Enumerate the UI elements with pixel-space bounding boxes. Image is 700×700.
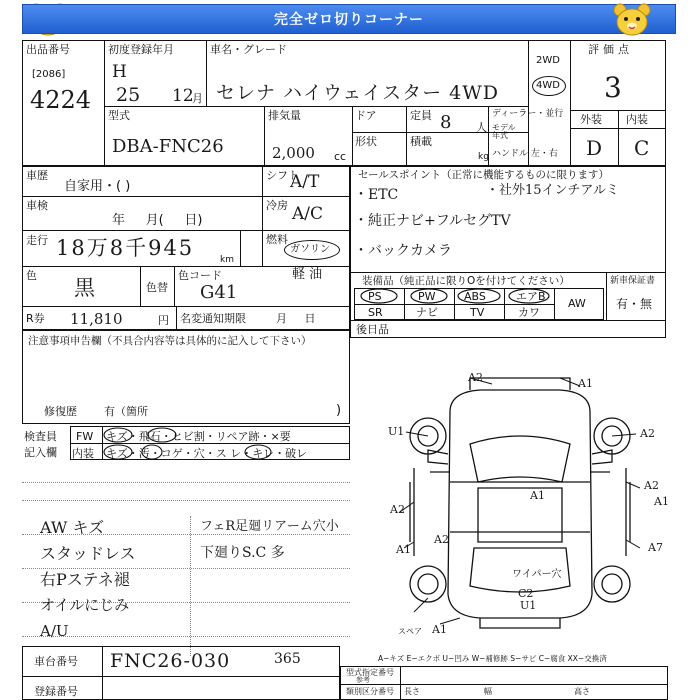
recycle-value: 11,810 [70, 310, 123, 328]
km-unit: km [220, 255, 234, 265]
equipment-title: 装備品（純正品に限りOを付けてください） [362, 275, 570, 287]
damage-mark: A2 [390, 503, 405, 516]
divider [22, 196, 350, 197]
divider [406, 106, 407, 166]
history-value: 自家用・( ) [64, 179, 131, 194]
note-right: 下廻りS.C 多 [200, 545, 285, 561]
banner-title: 完全ゼロ切りコーナー [22, 4, 676, 34]
length-label: 長さ [404, 687, 420, 696]
divider [22, 676, 340, 677]
shape-label: 形状 [355, 135, 377, 148]
name-change-value: 月 日 [276, 312, 316, 325]
damage-mark: A1 [578, 377, 593, 390]
guide-line [22, 568, 350, 569]
note-left: スタッドレス [40, 544, 136, 563]
door-label: ドア [355, 109, 377, 122]
equip-tv: TV [470, 306, 485, 319]
drive-2wd: 2WD [536, 55, 560, 66]
divider [264, 106, 265, 166]
guide-line [22, 500, 350, 501]
note-left: A/U [40, 622, 69, 640]
color-change-label: 色替 [146, 281, 168, 294]
lot-label: 出品番号 [26, 43, 70, 56]
damage-mark: A2 [644, 479, 659, 492]
reg-year: 25 [116, 84, 141, 106]
exterior-label: 外装 [580, 113, 602, 126]
damage-mark: A2 [434, 533, 449, 546]
divider [606, 272, 607, 320]
divider [102, 646, 103, 700]
width-label: 幅 [484, 687, 492, 696]
divider [240, 230, 241, 266]
selling-title: セールスポイント（正常に機能するものに限ります） [358, 169, 610, 181]
divider [22, 306, 350, 307]
guide-line [22, 636, 350, 637]
fuel-label: 燃料 [266, 233, 288, 246]
divider [104, 40, 105, 166]
model-value: DBA-FNC26 [112, 136, 224, 157]
shift-label: シフト [266, 169, 299, 182]
spec-sub-label: 参考 [356, 676, 370, 684]
divider [400, 666, 401, 700]
car-name: セレナ ハイウェイスター 4WD [216, 82, 499, 104]
damage-mark: A2 [468, 371, 483, 384]
color-code-label: 色コード [178, 269, 222, 282]
color-label: 色 [26, 269, 37, 282]
history-label: 車歴 [26, 169, 48, 182]
selling-point: ・純正ナビ+フルセグTV [354, 213, 511, 229]
lot-number: 4224 [30, 86, 92, 114]
selling-point: ・ETC [354, 187, 399, 203]
equip-abs: ABS [464, 290, 486, 303]
selling-point: ・社外15インチアルミ [486, 183, 620, 198]
damage-mark: C2 [518, 587, 534, 600]
first-reg-label: 初度登録年月 [108, 43, 174, 56]
guide-line [190, 516, 191, 656]
damage-mark: スペア [398, 627, 422, 636]
guide-line [22, 482, 350, 483]
fw-label: FW [76, 430, 94, 443]
mileage-value: 18万8千945 [56, 236, 195, 260]
cooling-value: A/C [292, 204, 324, 224]
color-value: 黒 [74, 276, 95, 300]
fw-items: キズ・飛石・ヒビ割・リペア跡・×要 [106, 430, 291, 443]
grade-value: 3 [604, 71, 622, 104]
repair-value: 有（箇所 [104, 405, 148, 418]
retrofit-label: 後日品 [356, 323, 389, 336]
model-label: 型式 [108, 109, 130, 122]
divider [528, 40, 529, 166]
notes-title: 注意事項申告欄（不具合内容等は具体的に記入して下さい） [28, 335, 312, 347]
fuel-other: 軽 油 [292, 267, 323, 282]
damage-mark: A1 [396, 543, 411, 556]
in-items: キズ・汚・コゲ・穴・ス レ・キレ・破レ [106, 447, 308, 460]
divider [262, 166, 263, 266]
repair-label: 修復歴 [44, 405, 77, 418]
name-change-label: 名変通知期限 [180, 312, 246, 325]
class-number-label: 類別区分番号 [346, 687, 394, 696]
capacity-label: 定員 [410, 109, 432, 122]
era: H [112, 62, 127, 82]
equip-aw: AW [568, 297, 586, 310]
divider [176, 306, 177, 330]
equip-ps: PS [368, 290, 382, 303]
damage-mark: A2 [640, 427, 655, 440]
yen-unit: 円 [158, 314, 169, 327]
equipment-circles [354, 288, 604, 320]
damage-mark: A1 [530, 489, 545, 502]
month-unit: 月 [192, 92, 203, 105]
equip-sr: SR [368, 306, 383, 319]
height-label: 高さ [574, 687, 590, 696]
interior-label: 内装 [626, 113, 648, 126]
load-label: 積載 [410, 135, 432, 148]
warranty-value: 有・無 [616, 297, 653, 311]
divider [350, 272, 666, 273]
divider [352, 106, 353, 166]
warranty-label: 新車保証書 [610, 276, 656, 286]
note-left: AW キズ [40, 518, 105, 537]
car-name-label: 車名・グレード [210, 43, 287, 56]
inspection-label: 車検 [26, 199, 48, 212]
divider [206, 40, 207, 106]
damage-legend: A−キズ E−エクボ U−凹み W−補修跡 S−サビ C−腐食 XX−交換済 [378, 654, 607, 663]
drive-4wd: 4WD [536, 80, 560, 91]
damage-mark: ワイパー穴 [512, 569, 562, 580]
divider [22, 230, 350, 231]
damage-mark: U1 [520, 599, 537, 612]
divider [174, 266, 175, 306]
chassis-tail: 365 [274, 651, 301, 667]
spec-number-label: 型式指定番号 [346, 668, 394, 677]
mileage-label: 走行 [26, 234, 48, 247]
grade-label: 評価点 [588, 43, 633, 56]
defect-circles [70, 426, 350, 460]
chassis-value: FNC26-030 [110, 650, 231, 672]
note-left: オイルにじみ [40, 596, 130, 614]
damage-mark: A1 [654, 495, 669, 508]
mascot-bear-right-icon [612, 2, 652, 38]
chassis-label: 車台番号 [34, 655, 78, 668]
cc-unit: cc [334, 150, 347, 163]
note-right: フェR足廻リアーム穴小 [200, 519, 339, 534]
displacement-label: 排気量 [268, 109, 301, 122]
divider [350, 320, 666, 321]
reg-label: 登録番号 [34, 685, 78, 698]
in-label: 内装 [72, 447, 94, 460]
inspector-label: 検査員 [24, 430, 57, 443]
interior-grade: C [634, 136, 650, 160]
dealer-label: ディーラー・並行 [492, 109, 564, 119]
recycle-label: R券 [26, 312, 45, 325]
note-left: 右Pステネ褪 [40, 570, 130, 589]
fuel-circled: ガソリン [290, 244, 330, 255]
model-year-label: モデル 年式 [492, 123, 516, 140]
divider [618, 110, 619, 166]
damage-mark: A1 [432, 623, 447, 636]
exterior-grade: D [586, 136, 603, 160]
equipment-grid [354, 288, 604, 320]
divider [340, 684, 668, 685]
selling-point: ・バックカメラ [354, 243, 452, 259]
equip-airbag: エアB [516, 290, 546, 303]
cooling-label: 冷房 [266, 199, 288, 212]
repair-paren-close: ) [336, 403, 342, 418]
person-unit: 人 [476, 121, 487, 134]
recorder-label: 記入欄 [24, 446, 57, 459]
reg-month: 12 [172, 86, 194, 106]
color-code-value: G41 [200, 282, 238, 303]
equip-pw: PW [418, 290, 436, 303]
lot-small: [2086] [32, 69, 66, 80]
damage-mark: A7 [648, 541, 663, 554]
capacity-value: 8 [440, 112, 452, 133]
inspection-value: 年 月( 日) [112, 213, 203, 228]
equip-leather: カワ [518, 306, 540, 319]
handle-label: ハンドル 左・右 [492, 149, 558, 159]
equip-navi: ナビ [416, 306, 438, 319]
damage-mark: U1 [388, 425, 405, 438]
divider [570, 40, 571, 166]
kg-unit: kg [478, 152, 489, 162]
divider [140, 266, 141, 306]
shift-value: A/T [290, 172, 320, 192]
divider [104, 106, 528, 107]
displacement-value: 2,000 [272, 144, 315, 162]
